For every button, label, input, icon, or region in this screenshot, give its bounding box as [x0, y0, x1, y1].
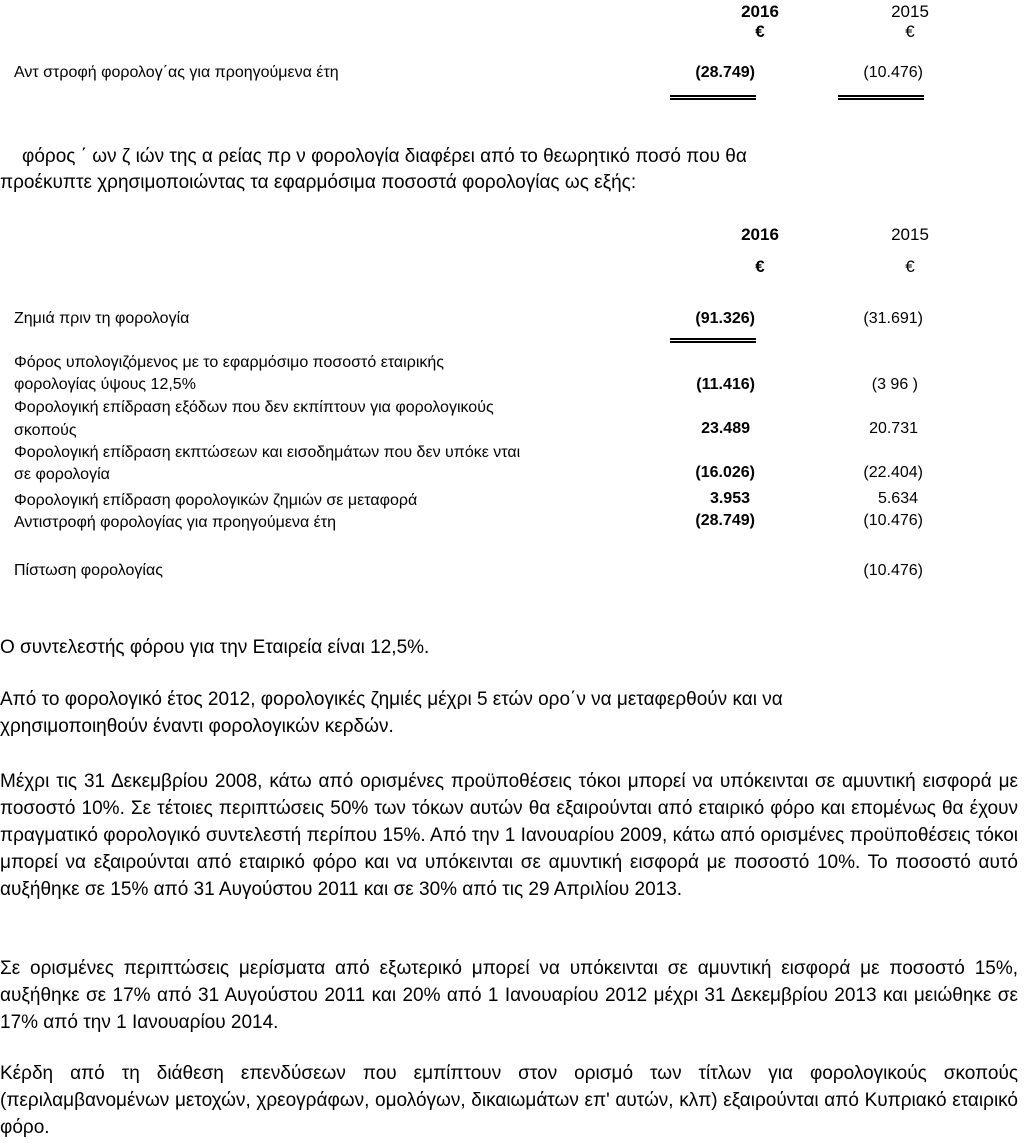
losses-carried-2015: 5.634 [877, 490, 918, 507]
header1-year-2016: 2016 [741, 2, 779, 21]
paragraph-dividends [0, 955, 1018, 1036]
tax-calc-label-1: Φόρος υπολογιζόμενος με το εφαρμόσιμο ποσοστό εταιρικής [14, 354, 444, 371]
header2-currency-2015: € [905, 257, 915, 276]
double-underline [670, 95, 756, 100]
header2-year-2016: 2016 [741, 225, 779, 244]
loss-before-tax-2016: (91.326) [695, 310, 755, 327]
intro-line-2: προέκυπτε χρησιμοποιώντας τα εφαρμόσιμα ποσοστά φορολογίας ως εξής: [0, 172, 637, 193]
losses-carried-label: Φορολογική επίδραση φορολογικών ζημιών σε μεταφορά [14, 492, 418, 509]
allowances-label-2: σε φορολογία [14, 466, 110, 483]
tax-credit-label: Πίστωση φορολογίας [14, 562, 163, 579]
non-deductible-2016: 23.489 [701, 420, 750, 437]
paragraph-gains [0, 1060, 1018, 1141]
paragraph-interest [0, 768, 1018, 903]
paragraph-interest-text: Μέχρι τις 31 Δεκεμβρίου 2008, κάτω από ορισμένες προϋποθέσεις τόκοι μπορεί να υπόκεινται σε αμυντική εισφορά με ποσοστό 10%. Σε τέτοιες περιπτώσεις 50% των τόκων αυτών θα εξαιρούνται από εταιρικό φόρο και επομένως θα έχουν πραγματικό φορολογικό συντελεστή περίπου 15%. Από την 1 Ιανουαρίου 2009, κάτω από ορισμένες προϋποθέσεις τόκοι μπορεί να εξαιρούνται από εταιρικό φόρο και να υπόκεινται σε αμυντική εισφορά με ποσοστό 10%. Το ποσοστό αυτό αυξήθηκε σε 15% από 31 Αυγούστου 2011 και σε 30% από τις 29 Απριλίου 2013. [0, 771, 1018, 900]
intro-line-1: φόρος ΄ ων ζ ιών της α ρείας πρ ν φορολογία διαφέρει από το θεωρητικό ποσό που θα [22, 146, 747, 167]
header1-year-2015: 2015 [891, 2, 929, 21]
row-top-2016: (28.749) [695, 64, 755, 81]
row-top-2015: (10.476) [863, 64, 923, 81]
losses-carried-2016: 3.953 [709, 490, 750, 507]
double-underline [670, 338, 756, 343]
tax-calc-2016: (11.416) [696, 376, 755, 393]
prior-years-label: Αντιστροφή φορολογίας για προηγούμενα έτη [14, 514, 336, 531]
paragraph-gains-text: Κέρδη από τη διάθεση επενδύσεων που εμπίπτουν στον ορισμό των τίτλων για φορολογικούς σκοπούς (περιλαμβανομένων μετοχών, χρεογράφων, ομολόγων, δικαιωμάτων επ' αυτών, κλπ) εξαιρούνται από Κυπριακό εταιρικό φόρο. [0, 1063, 1018, 1138]
header2-currency-2016: € [755, 257, 765, 276]
double-underline [838, 95, 924, 100]
prior-years-2016: (28.749) [695, 512, 755, 529]
tax-calc-2015: (3 96 ) [871, 376, 918, 393]
non-deductible-label-1: Φορολογική επίδραση εξόδων που δεν εκπίπτουν για φορολογικούς [14, 399, 494, 416]
loss-before-tax-2015: (31.691) [863, 310, 923, 327]
allowances-label-1: Φορολογική επίδραση εκπτώσεων και εισοδημάτων που δεν υπόκε νται [14, 444, 521, 461]
row-top-label: Αντ στροφή φορολογ΄ας για προηγούμενα έτη [14, 64, 339, 81]
allowances-2016: (16.026) [695, 464, 755, 481]
prior-years-2015: (10.476) [863, 512, 923, 529]
non-deductible-2015: 20.731 [869, 420, 918, 437]
allowances-2015: (22.404) [863, 464, 923, 481]
paragraph-dividends-text: Σε ορισμένες περιπτώσεις μερίσματα από εξωτερικό μπορεί να υπόκεινται σε αμυντική εισφορά με ποσοστό 15%, αυξήθηκε σε 17% από 31 Αυγούστου 2011 και 20% από 1 Ιανουαρίου 2012 μέχρι 31 Δεκεμβρίου 2013 και μειώθηκε σε 17% από την 1 Ιανουαρίου 2014. [0, 958, 1018, 1033]
loss-before-tax-label: Ζημιά πριν τη φορολογία [14, 310, 190, 327]
paragraph-tax-rate: Ο συντελεστής φόρου για την Εταιρεία είναι 12,5%. [0, 637, 430, 658]
tax-credit-2015: (10.476) [863, 562, 923, 579]
header1-currency-2015: € [905, 22, 915, 41]
non-deductible-label-2: σκοπούς [14, 422, 77, 439]
tax-calc-label-2: φορολογίας ύψους 12,5% [14, 376, 196, 393]
paragraph-losses-line-1: Από το φορολογικό έτος 2012, φορολογικές ζημιές μέχρι 5 ετών ορο΄ν να μεταφερθούν και να [0, 689, 783, 710]
header1-currency-2016: € [755, 22, 765, 41]
paragraph-losses-line-2: χρησιμοποιηθούν έναντι φορολογικών κερδών. [0, 716, 394, 737]
header2-year-2015: 2015 [891, 225, 929, 244]
